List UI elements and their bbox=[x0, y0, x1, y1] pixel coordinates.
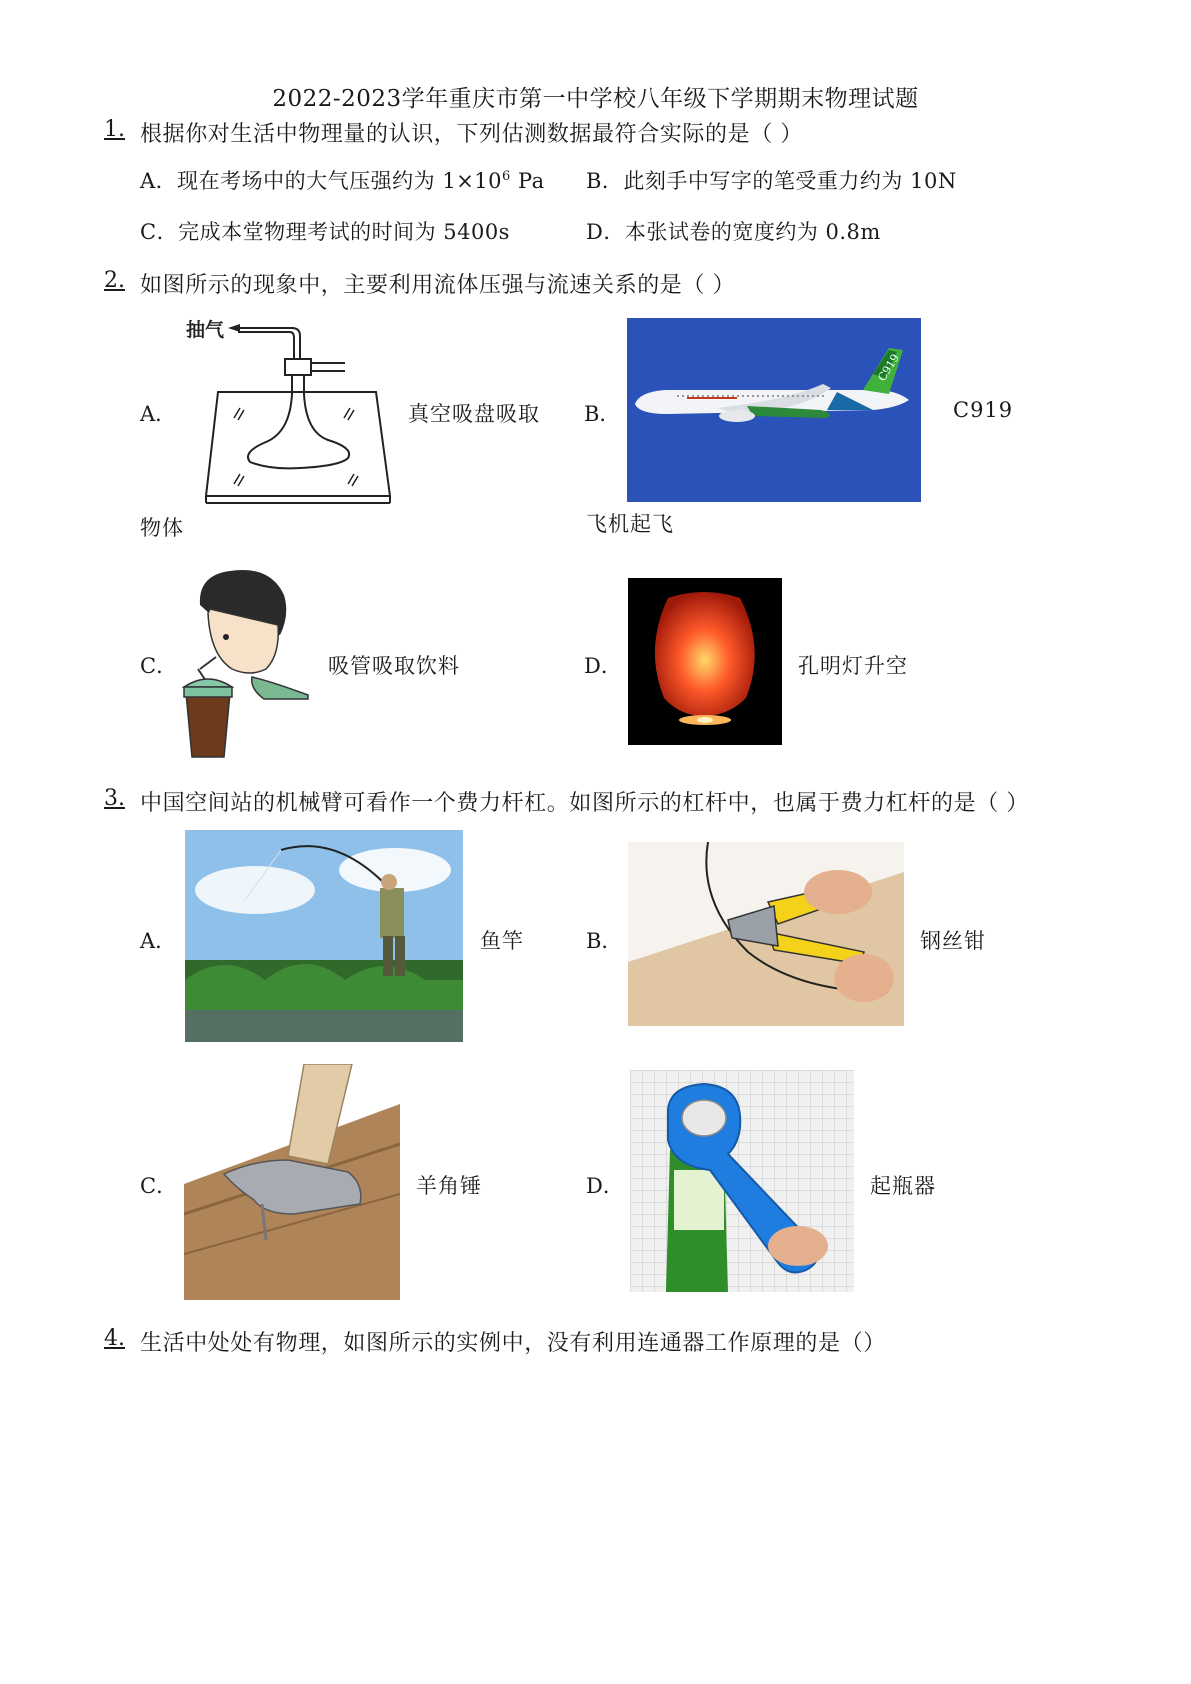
question-2-text: 如图所示的现象中，主要利用流体压强与流速关系的是（ ） bbox=[140, 273, 736, 298]
q1-option-b[interactable]: B．此刻手中写字的笔受重力约为 10N bbox=[586, 169, 957, 193]
q3-option-a-letter[interactable]: A． bbox=[140, 929, 177, 953]
q1-option-d[interactable]: D．本张试卷的宽度约为 0.8m bbox=[586, 220, 881, 244]
question-number-3: 3. bbox=[104, 786, 125, 811]
q3-option-b-letter[interactable]: B． bbox=[586, 929, 623, 953]
question-number-4: 4. bbox=[104, 1326, 125, 1351]
boy-drinking-straw-figure bbox=[180, 565, 310, 760]
q3-option-c-letter[interactable]: C． bbox=[140, 1174, 178, 1198]
q1-option-a-text: A．现在考场中的大气压强约为 1×10 bbox=[140, 169, 503, 193]
q2-option-d-caption: 孔明灯升空 bbox=[798, 654, 908, 678]
q3-option-d-caption: 起瓶器 bbox=[870, 1174, 936, 1198]
q2-option-b-letter[interactable]: B． bbox=[584, 402, 621, 426]
q2-option-c-caption: 吸管吸取饮料 bbox=[328, 654, 460, 678]
claw-hammer-figure bbox=[184, 1064, 400, 1300]
q2-option-b-caption: C919 bbox=[953, 398, 1014, 422]
fishing-rod-figure bbox=[185, 830, 463, 1042]
q1-option-a[interactable] bbox=[140, 165, 545, 195]
question-number-1: 1. bbox=[104, 117, 125, 142]
c919-airplane-figure bbox=[627, 318, 921, 502]
q3-option-b-caption: 钢丝钳 bbox=[920, 929, 986, 953]
q2-option-a-letter[interactable]: A． bbox=[140, 402, 177, 426]
question-1-text: 根据你对生活中物理量的认识，下列估测数据最符合实际的是（ ） bbox=[140, 122, 803, 147]
q2-option-c-letter[interactable]: C． bbox=[140, 654, 178, 678]
q1-option-c[interactable]: C．完成本堂物理考试的时间为 5400s bbox=[140, 220, 510, 244]
q2-option-a-caption-cont: 物体 bbox=[140, 516, 184, 540]
q1-option-a-exponent: 6 bbox=[502, 169, 511, 184]
question-3-text: 中国空间站的机械臂可看作一个费力杆杠。如图所示的杠杆中，也属于费力杠杆的是（ ） bbox=[140, 791, 1029, 816]
q3-option-c-caption: 羊角锤 bbox=[416, 1174, 482, 1198]
suction-pump-label: 抽气 bbox=[186, 319, 225, 341]
question-number-2: 2. bbox=[104, 268, 125, 293]
wire-pliers-figure bbox=[628, 842, 904, 1026]
q2-option-d-letter[interactable]: D． bbox=[584, 654, 622, 678]
sky-lantern-figure bbox=[628, 578, 782, 745]
page-title: 2022-2023学年重庆市第一中学校八年级下学期期末物理试题 bbox=[272, 86, 919, 112]
q2-option-b-caption-cont: 飞机起飞 bbox=[586, 512, 674, 536]
question-4-text: 生活中处处有物理，如图所示的实例中，没有利用连通器工作原理的是（） bbox=[140, 1331, 886, 1356]
q3-option-d-letter[interactable]: D． bbox=[586, 1174, 624, 1198]
q3-option-a-caption: 鱼竿 bbox=[480, 929, 524, 953]
tail-text: C919 bbox=[875, 351, 902, 384]
vacuum-suction-cup-figure bbox=[180, 314, 395, 506]
q2-option-a-caption: 真空吸盘吸取 bbox=[408, 402, 540, 426]
q1-option-a-unit: Pa bbox=[510, 169, 545, 193]
bottle-opener-figure bbox=[630, 1070, 854, 1292]
